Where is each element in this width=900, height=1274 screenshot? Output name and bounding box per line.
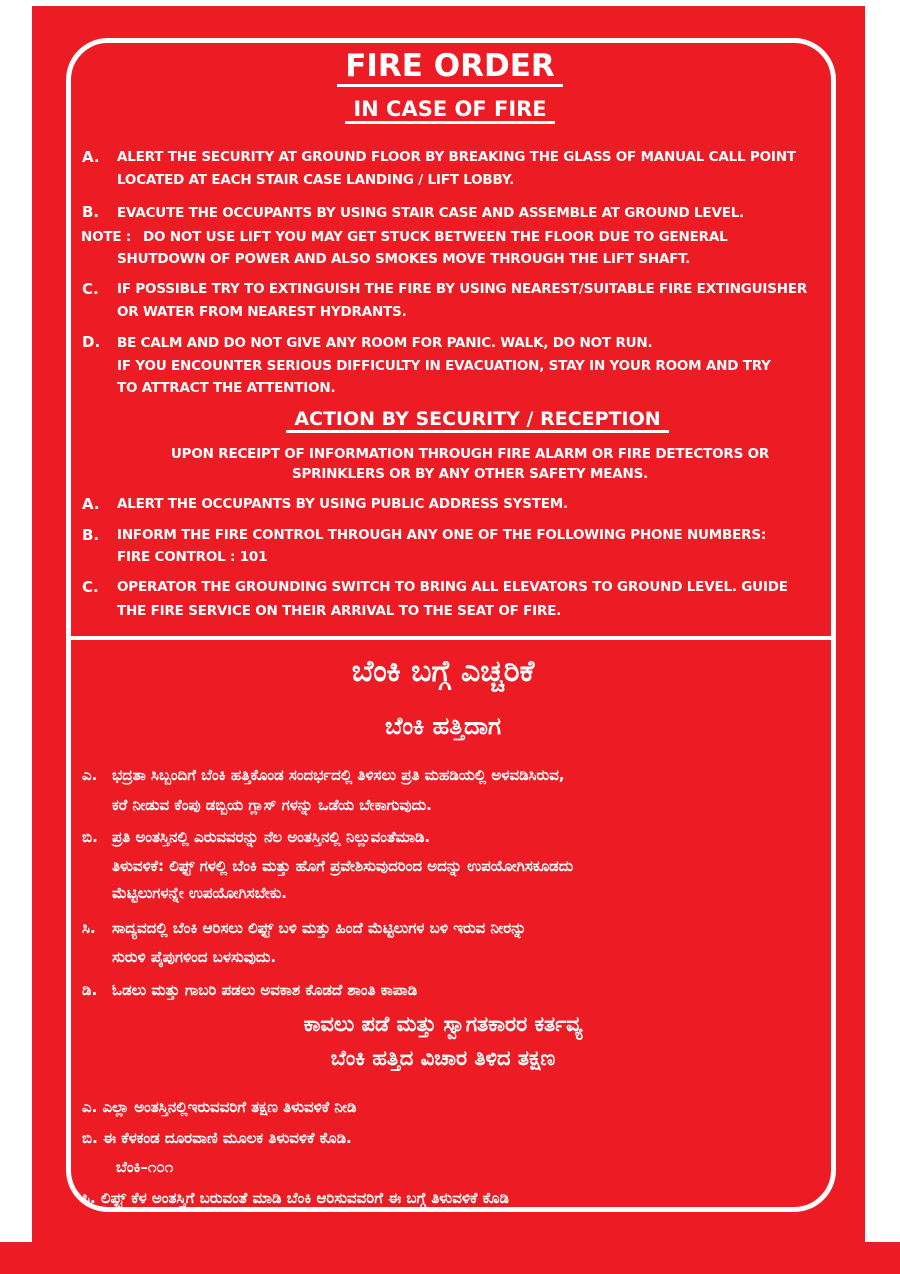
sign-subtitle: IN CASE OF FIRE <box>0 97 900 121</box>
action-intro-line-1: UPON RECEIPT OF INFORMATION THROUGH FIRE ALARM OR FIRE DETECTORS OR <box>170 446 770 462</box>
kn-item-b-line-1: ಪ್ರತಿ ಅಂತಸ್ತಿನಲ್ಲಿ ಎರುವವರನ್ನು ನೆಲ ಅಂತಸ್ತಿನಲ್ಲಿ ನಿಲ್ಲುವಂತೆಮಾಡಿ. <box>112 828 431 846</box>
action-intro-line-2: SPRINKLERS OR BY ANY OTHER SAFETY MEANS. <box>291 466 649 482</box>
kannada-action-title: ಕಾವಲು ಪಡೆ ಮತ್ತು ಸ್ವಾಗತಕಾರರ ಕರ್ತವ್ಯ <box>303 1012 583 1036</box>
kn-item-c-line-2: ಸುರುಳಿ ಪೈಪುಗಳಿಂದ ಬಳಸುವುದು. <box>112 948 277 966</box>
note-line-1: DO NOT USE LIFT YOU MAY GET STUCK BETWEEN THE FLOOR DUE TO GENERAL <box>143 229 728 245</box>
item-a-line-1: ALERT THE SECURITY AT GROUND FLOOR BY BREAKING THE GLASS OF MANUAL CALL POINT <box>117 149 796 165</box>
note-line-2: SHUTDOWN OF POWER AND ALSO SMOKES MOVE THROUGH THE LIFT SHAFT. <box>117 251 691 267</box>
action-c-line-1: OPERATOR THE GROUNDING SWITCH TO BRING ALL ELEVATORS TO GROUND LEVEL. GUIDE <box>117 579 788 595</box>
kn-item-c-line-1: ಸಾದ್ಯವದಲ್ಲಿ ಬೆಂಕಿ ಆರಿಸಲು ಲಿಫ್ಟ್ ಬಳಿ ಮತ್ತು ಹಿಂದೆ ಮೆಟ್ಟಿಲುಗಳ ಬಳಿ ಇರುವ ನೀರನ್ನು <box>112 919 527 937</box>
kn-action-phone: ಬೆಂಕಿ–೧೦೧ <box>116 1158 174 1176</box>
item-a-line-2: LOCATED AT EACH STAIR CASE LANDING / LIFT LOBBY. <box>117 172 515 188</box>
kannada-subtitle: ಬೆಂಕಿ ಹತ್ತಿದಾಗ <box>385 712 501 740</box>
item-c-label: C. <box>82 280 99 298</box>
action-c-line-2: THE FIRE SERVICE ON THEIR ARRIVAL TO THE SEAT OF FIRE. <box>117 603 562 619</box>
action-a-line-1: ALERT THE OCCUPANTS BY USING PUBLIC ADDRESS SYSTEM. <box>117 496 568 512</box>
kn-item-a-line-2: ಕರೆ ನೀಡುವ ಕೆಂಪು ಡಬ್ಬಿಯ ಗ್ಲಾಸ್ ಗಳನ್ನು ಒಡೆಯ ಬೇಕಾಗುವುದು. <box>112 796 432 814</box>
bottom-red-strip <box>0 1242 900 1274</box>
kn-item-c-label: ಸಿ. <box>82 919 96 937</box>
action-c-label: C. <box>82 578 99 596</box>
kannada-action-subtitle: ಬೆಂಕಿ ಹತ್ತಿದ ವಿಚಾರ ತಿಳಿದ ತಕ್ಷಣ <box>330 1046 556 1070</box>
action-b-line-2: FIRE CONTROL : 101 <box>117 549 268 565</box>
kn-action-b: ಬಿ. ಈ ಕೆಳಕಂಡ ದೂರವಾಣಿ ಮೂಲಕ ತಿಳುವಳಿಕೆ ಕೊಡಿ. <box>82 1129 352 1147</box>
kn-item-a-line-1: ಭದ್ರತಾ ಸಿಬ್ಬಂದಿಗೆ ಬೆಂಕಿ ಹತ್ತಿಕೊಂಡ ಸಂದರ್ಭದಲ್ಲಿ ತಿಳಿಸಲು ಪ್ರತಿ ಮಹಡಿಯಲ್ಲಿ ಅಳವಡಿಸಿರುವ, <box>112 766 565 784</box>
item-a-label: A. <box>82 148 100 166</box>
kn-item-d-line-1: ಓಡಲು ಮತ್ತು ಗಾಬರಿ ಪಡಲು ಅವಕಾಶ ಕೊಡದೆ ಶಾಂತಿ ಕಾಪಾಡಿ <box>112 981 418 999</box>
kannada-title: ಬೆಂಕಿ ಬಗ್ಗೆ ಎಚ್ಚರಿಕೆ <box>351 654 535 689</box>
item-d-line-3: TO ATTRACT THE ATTENTION. <box>117 380 336 396</box>
kn-item-a-label: ಎ. <box>82 766 98 784</box>
kn-item-b-label: ಬಿ. <box>82 828 98 846</box>
item-c-line-1: IF POSSIBLE TRY TO EXTINGUISH THE FIRE BY USING NEAREST/SUITABLE FIRE EXTINGUISHER <box>117 281 808 297</box>
item-d-line-2: IF YOU ENCOUNTER SERIOUS DIFFICULTY IN EVACUATION, STAY IN YOUR ROOM AND TRY <box>117 358 771 374</box>
item-c-line-2: OR WATER FROM NEAREST HYDRANTS. <box>117 304 407 320</box>
item-b-label: B. <box>82 203 100 221</box>
kn-item-b-line-3: ಮೆಟ್ಟಿಲುಗಳನ್ನೇ ಉಪಯೋಗಿಸಬೇಕು. <box>112 884 287 902</box>
section-divider <box>66 636 836 640</box>
action-b-line-1: INFORM THE FIRE CONTROL THROUGH ANY ONE OF THE FOLLOWING PHONE NUMBERS: <box>117 527 767 543</box>
action-b-label: B. <box>82 526 100 544</box>
item-d-label: D. <box>82 333 101 351</box>
action-a-label: A. <box>82 495 100 513</box>
item-b-line-1: EVACUTE THE OCCUPANTS BY USING STAIR CASE AND ASSEMBLE AT GROUND LEVEL. <box>117 205 745 221</box>
kn-action-a: ಎ. ಎಲ್ಲಾ ಅಂತಸ್ತಿನಲ್ಲಿಇರುವವರಿಗೆ ತಕ್ಷಣ ತಿಳುವಳಿಕೆ ನೀಡಿ <box>82 1098 357 1116</box>
kn-item-b-line-2: ತಿಳುವಳಿಕೆ: ಲಿಫ್ಟ್ ಗಳಲ್ಲಿ ಬೆಂಕಿ ಮತ್ತು ಹೊಗೆ ಪ್ರವೇಶಿಸುವುದರಿಂದ ಅದನ್ನು ಉಪಯೋಗಿಸಕೂಡದು <box>112 857 574 875</box>
kn-action-c: ಸಿ. ಲಿಫ್ಟ್ ಕೆಳ ಅಂತಸ್ತಿಗೆ ಬರುವಂತೆ ಮಾಡಿ ಬೆಂಕಿ ಆರಿಸುವವರಿಗೆ ಈ ಬಗ್ಗೆ ತಿಳುವಳಿಕೆ ಕೊಡಿ <box>82 1189 509 1207</box>
sign-title: FIRE ORDER <box>0 48 900 84</box>
note-label: NOTE : <box>81 229 132 245</box>
item-d-line-1: BE CALM AND DO NOT GIVE ANY ROOM FOR PANIC. WALK, DO NOT RUN. <box>117 335 653 351</box>
action-title: ACTION BY SECURITY / RECEPTION <box>0 408 900 430</box>
kn-item-d-label: ಡಿ. <box>82 981 98 999</box>
